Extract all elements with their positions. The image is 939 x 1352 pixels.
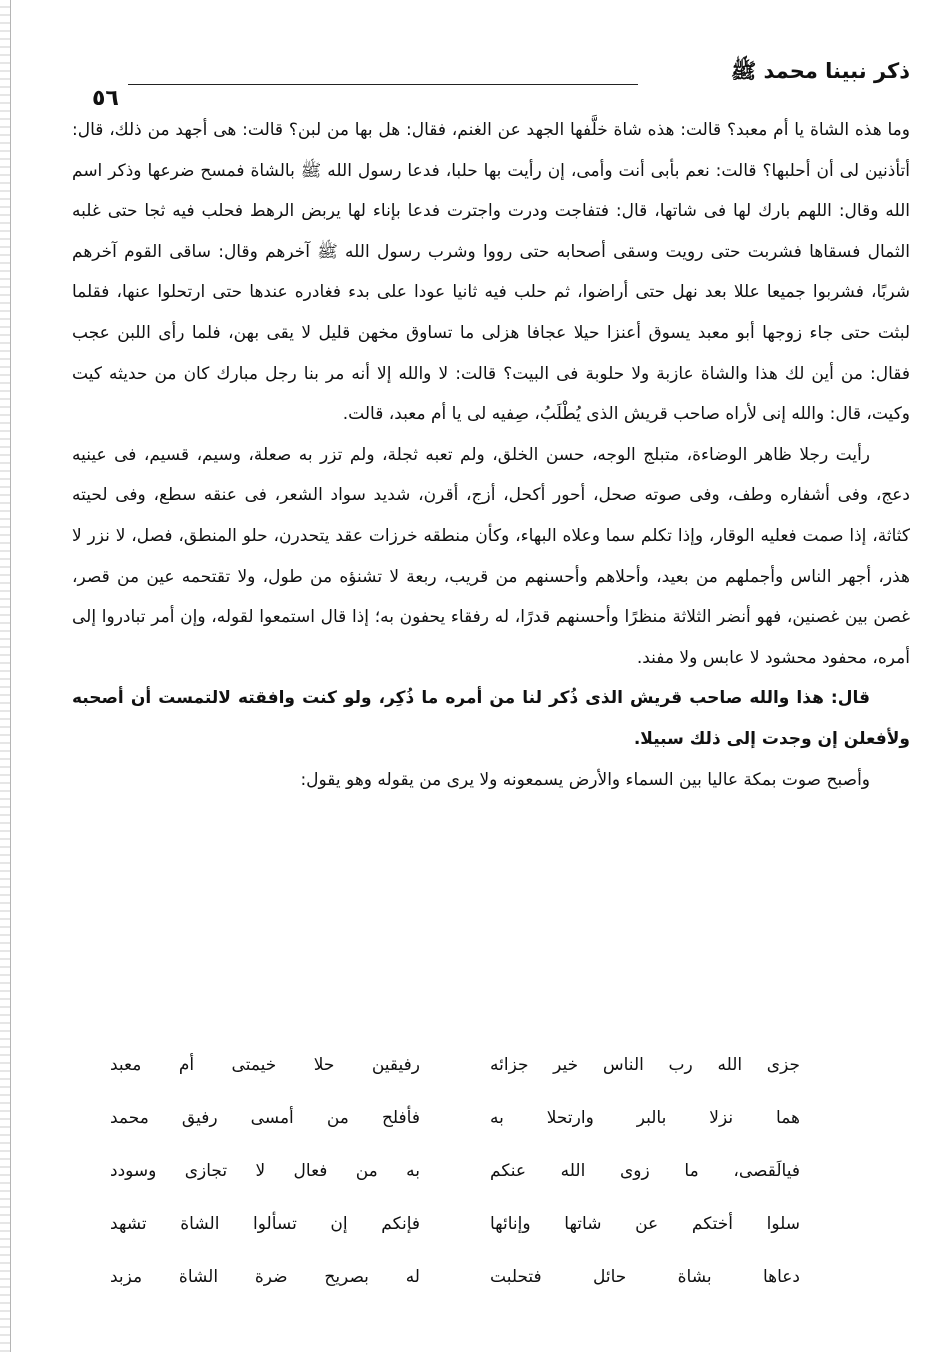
poem-hemistich-first: سلوا أختكم عن شاتها وإنائها (490, 1213, 800, 1234)
poem-hemistich-second: فإنكم إن تسألوا الشاة تشهد (110, 1213, 420, 1234)
poem-verse (110, 1250, 800, 1303)
poem-hemistich-second: رفيقين حلا خيمتى أم معبد (110, 1054, 420, 1075)
poem-hemistich-first: جزى الله رب الناس خير جزائه (490, 1054, 800, 1075)
body-text (72, 110, 910, 800)
running-header (48, 58, 910, 111)
chapter-title: ذكر نبينا محمد ﷺ (730, 59, 910, 83)
paragraph-description: رأيت رجلا ظاهر الوضاءة، متبلج الوجه، حسن الخلق، ولم تعبه ثجلة، ولم تزر به صعلة، وسيم، قسيم، فى عينيه دعج، وفى أشفاره وطف، وفى صوته صحل، أحور أكحل، أزج، أقرن، شديد سواد الشعر، فى عنقه سطع، وفى لحيته كثاثة، إذا صمت فعليه الوقار، وإذا تكلم سما وعلاه البهاء، وكأن منطقه خرزات عقد يتحدرن، حلو المنطق، فصل، لا نزر لا هذر، أجهر الناس وأجملهم من بعيد، وأحلاهم وأحسنهم من قريب، ربعة لا تشنؤه من طول، ولا تقتحمه عين من قصر، غصن بين غصنين، فهو أنضر الثلاثة منظرًا وأحسنهم قدرًا، له رفقاء يحفون به؛ إذا قال استمعوا لقوله، وإن أمر تبادروا إلى أمره، محفود محشود لا عابس ولا مفند. (72, 444, 910, 668)
poem-verse (110, 1038, 800, 1091)
paragraph-umm-mabad-story: وما هذه الشاة يا أم معبد؟ قالت: هذه شاة خلَّفها الجهد عن الغنم، فقال: هل بها من لبن؟ قالت: هى أجهد من ذلك، قال: أتأذنين لى أن أحلبها؟ قالت: نعم بأبى أنت وأمى، إن رأيت بها حلبا، فدعا رسول الله ﷺ بالشاة فمسح ضرعها وذكر اسم الله وقال: اللهم بارك لها فى شاتها، قال: فتفاجت ودرت واجترت فدعا بإناء لها يربض الرهط فحلب فيه ثجا حتى غلبه الثمال فسقاها فشربت حتى رويت وسقى أصحابه حتى رووا وشرب رسول الله ﷺ آخرهم وقال: ساقى القوم آخرهم شربًا، فشربوا جميعا عللا بعد نهل حتى أراضوا، ثم حلب فيه ثانيا عودا على بدء فغادره عندها حتى ارتحلوا عنها، فقلما لبثت حتى جاء زوجها أبو معبد يسوق أعنزا حيلا عجافا هزلى ما تساوق مخهن قليل لا يقى بهن، فلما رأى اللبن عجب فقال: من أين لك هذا والشاة عازبة ولا حلوبة فى البيت؟ قالت: لا والله إلا أنه مر بنا رجل مبارك كان من حديثه كيت وكيت، قال: والله إنى لأراه صاحب قريش الذى يُطْلَبُ، صِفيه لى يا أم معبد، قالت. (72, 120, 910, 425)
poem-verse (110, 1091, 800, 1144)
poem-hemistich-first: دعاها بشاة حائل فتحلبت (490, 1266, 800, 1287)
paragraph-abu-mabad-reply: قال: هذا والله صاحب قريش الذى ذُكر لنا من أمره ما ذُكِر، ولو كنت وافقته لالتمست أن أصحبه ولأفعلن إن وجدت إلى ذلك سبيلا. (72, 688, 910, 749)
header-rule (128, 84, 638, 85)
poem-verse (110, 1197, 800, 1250)
page-number: ٥٦ (92, 86, 119, 111)
poem-verse (110, 1144, 800, 1197)
poem-hemistich-second: له بصريح ضرة الشاة مزبد (110, 1266, 420, 1287)
poem (110, 1038, 800, 1303)
poem-hemistich-first: هما نزلا بالبر وارتحلا به (490, 1107, 800, 1128)
poem-hemistich-second: به من فعال لا تجازى وسودد (110, 1160, 420, 1181)
poem-hemistich-first: فيالَقصى، ما زوى الله عنكم (490, 1160, 800, 1181)
paragraph-voice-in-mecca: وأصبح صوت بمكة عاليا بين السماء والأرض يسمعونه ولا يرى من يقوله وهو يقول: (300, 769, 870, 790)
poem-hemistich-second: فأفلح من أمسى رفيق محمد (110, 1107, 420, 1128)
page-binding-edge (0, 0, 11, 1352)
